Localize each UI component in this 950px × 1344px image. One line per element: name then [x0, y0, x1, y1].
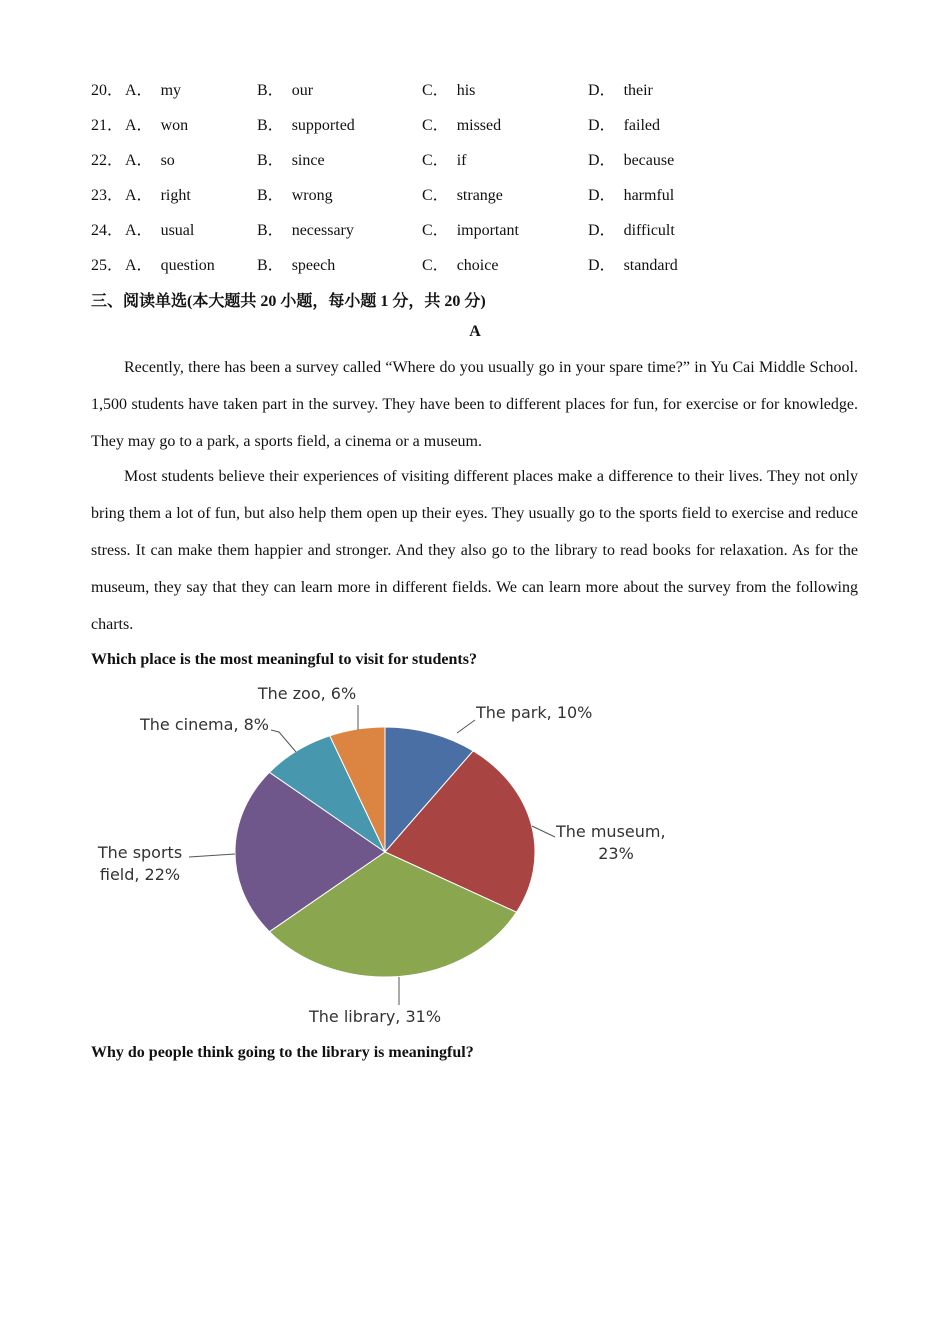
- option-b: [257, 252, 335, 275]
- option-letter: B．: [257, 82, 284, 99]
- leader-line: [457, 720, 475, 733]
- option-text: supported: [291, 117, 355, 134]
- leader-line: [532, 826, 555, 837]
- pie-label: The cinema, 8%: [139, 715, 269, 734]
- option-c: [422, 77, 475, 100]
- option-a: [125, 112, 188, 135]
- option-text: my: [160, 82, 182, 99]
- option-d: [588, 112, 660, 135]
- option-b: [257, 217, 354, 240]
- question-row: [91, 182, 871, 206]
- paragraph-1: Recently, there has been a survey called “Where do you usually go in your spare time?” in Yu Cai Middle School. 1,500 students have taken part in the survey. They have been to different places for fun, for exercise or for knowledge. They may go to a park, a sports field, a cinema or a museum.: [91, 359, 858, 450]
- option-text: important: [456, 222, 519, 239]
- pie-slices: [235, 727, 535, 977]
- option-text: difficult: [623, 222, 675, 239]
- option-b: [257, 182, 333, 205]
- option-letter: B．: [257, 117, 284, 134]
- pie-label: The library, 31%: [308, 1007, 442, 1026]
- option-text: because: [623, 152, 675, 169]
- question-number: 24．: [91, 222, 124, 239]
- question-2: Why do people think going to the library is meaningful?: [91, 1044, 474, 1061]
- option-letter: A．: [125, 117, 153, 134]
- option-letter: C．: [422, 187, 449, 204]
- option-letter: C．: [422, 82, 449, 99]
- option-letter: A．: [125, 152, 153, 169]
- option-text: since: [291, 152, 325, 169]
- option-a: [125, 217, 194, 240]
- option-letter: D．: [588, 257, 616, 274]
- option-text: so: [160, 152, 175, 169]
- option-text: strange: [456, 187, 503, 204]
- pie-label: 23%: [598, 844, 634, 863]
- option-text: necessary: [291, 222, 354, 239]
- option-letter: A．: [125, 257, 153, 274]
- question-1: Which place is the most meaningful to visit for students?: [91, 651, 477, 668]
- option-c: [422, 112, 501, 135]
- option-letter: C．: [422, 222, 449, 239]
- question-number: 22．: [91, 152, 124, 169]
- option-text: if: [456, 152, 467, 169]
- option-letter: C．: [422, 117, 449, 134]
- passage-letter: A: [469, 323, 481, 340]
- option-c: [422, 217, 519, 240]
- option-letter: A．: [125, 187, 153, 204]
- question-number: 25．: [91, 257, 124, 274]
- leader-line: [271, 730, 296, 752]
- pie-label: The zoo, 6%: [257, 684, 357, 703]
- option-letter: D．: [588, 82, 616, 99]
- question-row: [91, 147, 871, 171]
- pie-chart: [85, 675, 705, 1035]
- question-number: 23．: [91, 187, 124, 204]
- option-b: [257, 77, 313, 100]
- option-text: missed: [456, 117, 502, 134]
- option-letter: C．: [422, 257, 449, 274]
- option-text: their: [623, 82, 653, 99]
- pie-label: field, 22%: [99, 865, 181, 884]
- option-letter: B．: [257, 222, 284, 239]
- option-letter: D．: [588, 117, 616, 134]
- option-text: speech: [291, 257, 336, 274]
- option-letter: A．: [125, 82, 153, 99]
- question-row: [91, 252, 871, 276]
- question-row: [91, 112, 871, 136]
- option-letter: D．: [588, 152, 616, 169]
- option-letter: A．: [125, 222, 153, 239]
- option-letter: D．: [588, 222, 616, 239]
- option-d: [588, 182, 674, 205]
- option-text: our: [291, 82, 314, 99]
- option-text: wrong: [291, 187, 333, 204]
- option-letter: B．: [257, 257, 284, 274]
- pie-label: The park, 10%: [476, 703, 593, 722]
- option-a: [125, 147, 175, 170]
- option-a: [125, 77, 181, 100]
- option-text: choice: [456, 257, 499, 274]
- option-text: question: [160, 257, 215, 274]
- option-text: standard: [623, 257, 678, 274]
- option-text: usual: [160, 222, 195, 239]
- leader-line: [189, 854, 235, 857]
- option-c: [422, 147, 466, 170]
- pie-label: The sports: [97, 843, 183, 862]
- option-letter: B．: [257, 187, 284, 204]
- pie-label: The museum,: [556, 822, 666, 841]
- option-a: [125, 182, 191, 205]
- question-number: 21．: [91, 117, 124, 134]
- option-text: failed: [623, 117, 660, 134]
- option-d: [588, 252, 678, 275]
- option-b: [257, 112, 355, 135]
- option-a: [125, 252, 215, 275]
- option-letter: D．: [588, 187, 616, 204]
- question-row: [91, 77, 871, 101]
- question-row: [91, 217, 871, 241]
- option-text: won: [160, 117, 189, 134]
- option-d: [588, 77, 653, 100]
- option-c: [422, 252, 498, 275]
- option-c: [422, 182, 503, 205]
- question-number: 20．: [91, 82, 124, 99]
- option-text: harmful: [623, 187, 675, 204]
- option-b: [257, 147, 325, 170]
- option-d: [588, 217, 675, 240]
- option-text: his: [456, 82, 476, 99]
- option-text: right: [160, 187, 191, 204]
- section-heading: 三、阅读单选(本大题共 20 小题，每小题 1 分，共 20 分): [91, 293, 486, 310]
- option-letter: C．: [422, 152, 449, 169]
- paragraph-2: Most students believe their experiences of visiting different places make a difference to their lives. They not only bring them a lot of fun, but also help them open up their eyes. They usually go to the sports field to exercise and reduce stress. It can make them happier and stronger. And they also go to the library to read books for relaxation. As for the museum, they say that they can learn more in different fields. We can learn more about the survey from the following charts.: [91, 468, 858, 633]
- option-d: [588, 147, 674, 170]
- option-letter: B．: [257, 152, 284, 169]
